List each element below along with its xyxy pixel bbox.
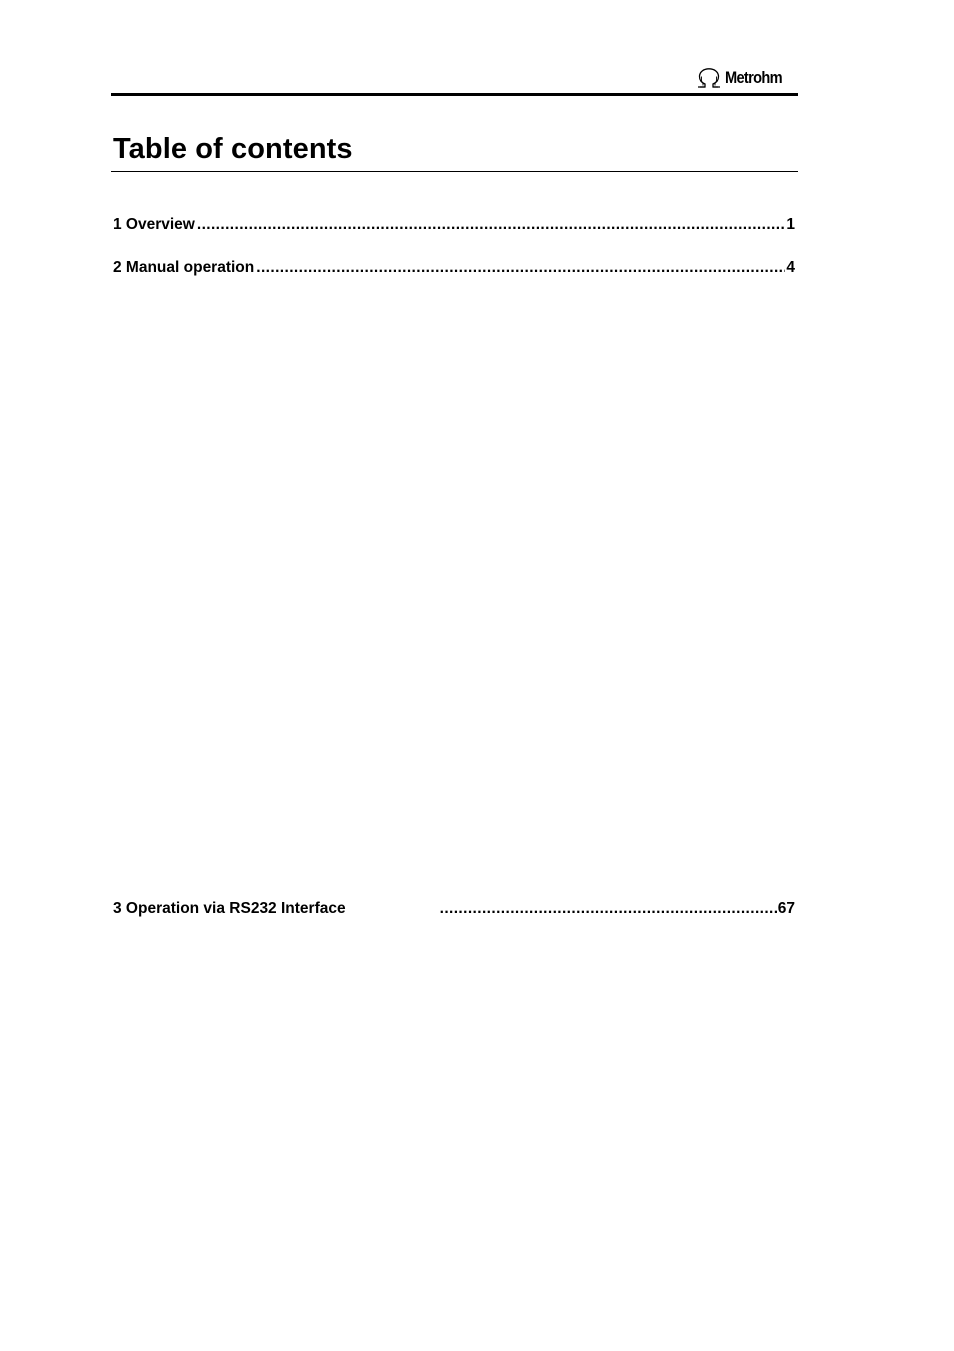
toc-entry-page: 4 [786, 259, 795, 276]
toc-entry-manual-operation[interactable] [113, 257, 795, 279]
metrohm-logo [696, 66, 798, 90]
logo-wordmark: Metrohm [725, 68, 782, 87]
title-rule [111, 171, 798, 172]
toc-entry-page: 1 [786, 216, 795, 233]
toc-leader-dots [440, 898, 777, 920]
page-title: Table of contents [113, 133, 353, 165]
toc-leader-dots [256, 257, 785, 279]
omega-icon [696, 67, 722, 89]
toc-entry-label: 1 Overview [113, 216, 195, 233]
header-rule [111, 93, 798, 96]
toc-entry-label: 2 Manual operation [113, 259, 255, 276]
toc-entry-label: 3 Operation via RS232 Interface [113, 900, 346, 917]
toc-entry-rs232-operation[interactable] [113, 898, 795, 920]
toc-entry-overview[interactable] [113, 214, 795, 236]
toc-entry-page: 67 [777, 900, 795, 917]
toc-leader-dots [197, 214, 786, 236]
